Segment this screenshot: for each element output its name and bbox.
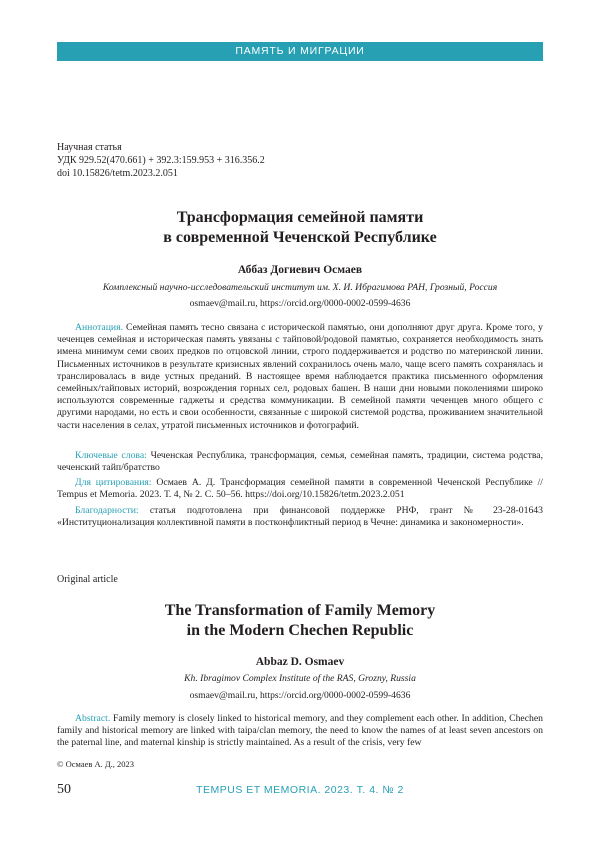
en-title-line-1: The Transformation of Family Memory (164, 602, 436, 619)
ru-acknowledgements (57, 505, 543, 529)
en-author: Abbaz D. Osmaev (255, 656, 345, 668)
ru-title (57, 208, 543, 248)
en-affiliation: Kh. Ibragimov Complex Institute of the RAS, Grozny, Russia (184, 673, 416, 684)
en-title (57, 601, 543, 641)
ru-title-line-1: Трансформация семейной памяти (176, 209, 424, 226)
udk-code: УДК 929.52(470.661) + 392.3:159.953 + 316.356.2 (57, 155, 265, 167)
ru-abstract-label: Аннотация. (75, 322, 123, 333)
ru-title-line-2: в современной Чеченской Республике (163, 229, 437, 246)
en-contact: osmaev@mail.ru, https://orcid.org/0000-0002-0599-4636 (189, 690, 411, 701)
ru-author: Аббаз Догиевич Осмаев (237, 264, 363, 276)
article-type: Научная статья (57, 142, 122, 153)
en-title-line-2: in the Modern Chechen Republic (186, 622, 414, 639)
ru-ack-text: статья подготовлена при финансовой поддержке РНФ, грант № 23-28-01643 «Институционализация коллективной памяти в постконфликтный период в Чечне: динамика и закономерности». (57, 505, 543, 529)
ru-citation-text: Осмаев А. Д. Трансформация семейной памяти в современной Чеченской Республике // Tempus et Memoria. 2023. Т. 4, № 2. С. 50–56. https://doi.org/10.15826/tetm.2023.2.051 (57, 477, 543, 501)
ru-affiliation: Комплексный научно-исследовательский институт им. Х. И. Ибрагимова РАН, Грозный, Россия (102, 282, 498, 293)
article-meta (57, 141, 265, 181)
ru-citation-label: Для цитирования: (75, 477, 152, 488)
page-number: 50 (57, 782, 71, 797)
ru-keywords-text: Чеченская Республика, трансформация, семья, семейная память, традиции, система родства, чеченский тайп/братство (57, 450, 544, 474)
ru-contact: osmaev@mail.ru, https://orcid.org/0000-0002-0599-4636 (189, 298, 411, 309)
ru-ack-label: Благодарности: (75, 505, 139, 516)
ru-abstract-text: Семейная память тесно связана с исторической памятью, они дополняют друг друга. Кроме того, у чеченцев семейная и историческая память увязаны с тайповой/родовой памятью, сохраняется необходимость знать имена минимум семи своих предков по отцовской линии, строго поддерживается и родство по материнской линии. Письменных источников в результате кризисных явлений сохранилось очень мало, чаще всего память сохранялась и транслировалась в виде устных преданий. В настоящее время наблюдается практика письменного оформления семейных/тайповых историй, возрождения горных сел, родовых башен. В наши дни новыми поколениями широко используются современные гаджеты и средства коммуникации. В семейной памяти чеченцев много общего с другими народами, но есть и свои особенности, связанные с широкой системой родства, проживанием значительной части населения в селах, утратой письменных источников и фотографий. (57, 322, 544, 431)
en-abstract (57, 713, 543, 750)
ru-abstract (57, 322, 543, 432)
section-banner: ПАМЯТЬ И МИГРАЦИИ (57, 42, 543, 61)
en-abstract-label: Abstract. (75, 713, 111, 724)
en-abstract-text: Family memory is closely linked to historical memory, and they complement each other. In addition, Chechen family and historical memory are linked with taipa/clan memory, the need to know the names of at least seven ancestors on the paternal line, and maternal kinship is strictly maintained. As a result of the crisis, very few (57, 713, 544, 749)
ru-keywords (57, 450, 543, 474)
en-article-type: Original article (57, 574, 118, 585)
ru-citation (57, 477, 543, 501)
ru-keywords-label: Ключевые слова: (75, 450, 147, 461)
doi: doi 10.15826/tetm.2023.2.051 (57, 168, 178, 180)
journal-footer: TEMPUS ET MEMORIA. 2023. Т. 4. № 2 (196, 784, 404, 796)
copyright: © Осмаев А. Д., 2023 (57, 759, 135, 769)
